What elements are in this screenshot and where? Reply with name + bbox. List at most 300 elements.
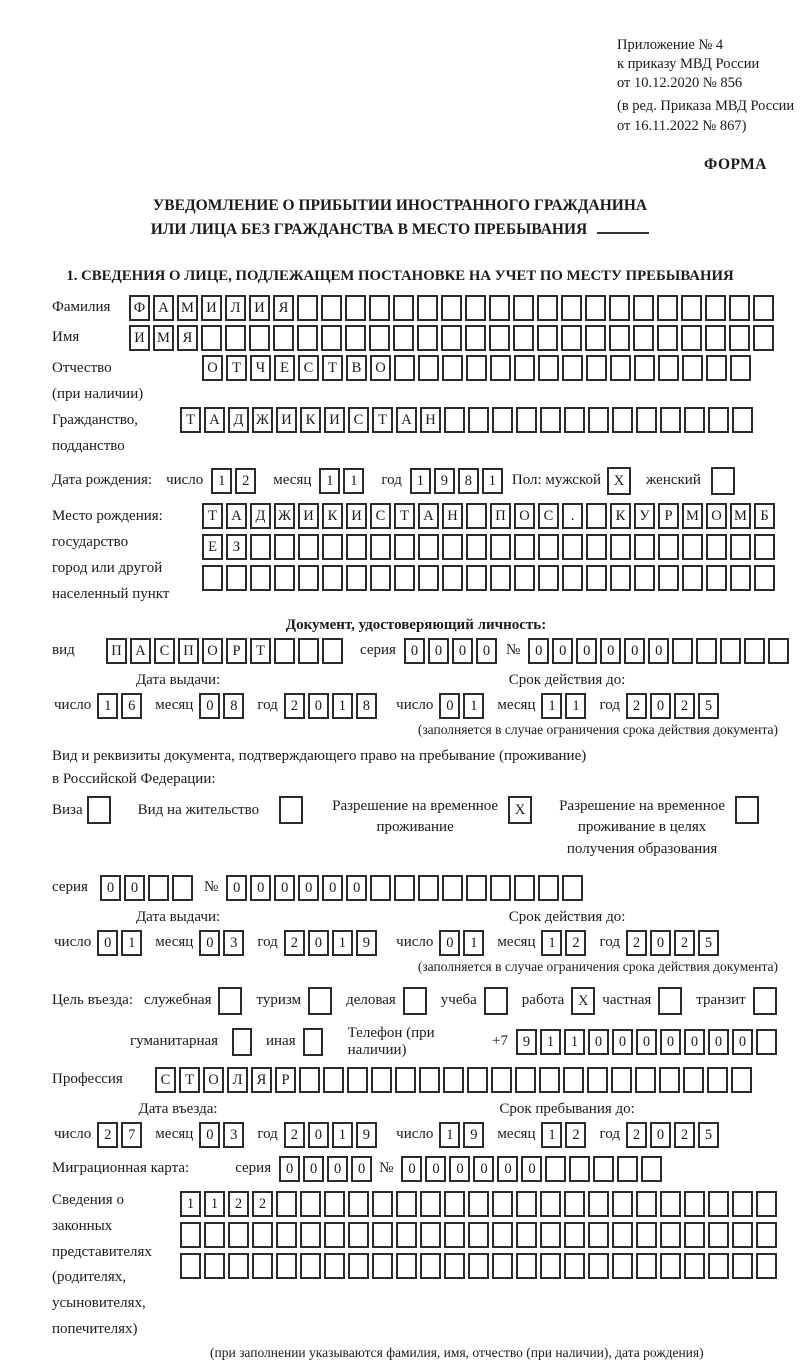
char-cell[interactable] [633, 325, 654, 351]
char-cell[interactable]: 0 [732, 1029, 753, 1055]
res-valid-year-cells[interactable] [626, 930, 722, 956]
char-cell[interactable]: О [706, 503, 727, 529]
citizenship-cells[interactable] [180, 407, 756, 433]
char-cell[interactable] [148, 875, 169, 901]
char-cell[interactable]: 0 [660, 1029, 681, 1055]
char-cell[interactable] [588, 1253, 609, 1279]
char-cell[interactable] [634, 565, 655, 591]
char-cell[interactable] [345, 325, 366, 351]
char-cell[interactable] [491, 1067, 512, 1093]
char-cell[interactable]: 3 [223, 1122, 244, 1148]
doc-valid-day-cells[interactable] [439, 693, 487, 719]
char-cell[interactable]: М [177, 295, 198, 321]
char-cell[interactable]: 0 [439, 930, 460, 956]
char-cell[interactable] [706, 355, 727, 381]
char-cell[interactable] [444, 1191, 465, 1217]
char-cell[interactable]: 0 [308, 1122, 329, 1148]
char-cell[interactable]: 1 [541, 930, 562, 956]
char-cell[interactable] [657, 325, 678, 351]
char-cell[interactable]: 2 [252, 1191, 273, 1217]
char-cell[interactable] [321, 295, 342, 321]
char-cell[interactable] [324, 1253, 345, 1279]
char-cell[interactable] [513, 325, 534, 351]
char-cell[interactable]: 2 [235, 468, 256, 494]
char-cell[interactable] [394, 875, 415, 901]
char-cell[interactable] [348, 1222, 369, 1248]
char-cell[interactable]: 0 [612, 1029, 633, 1055]
purpose-business-checkbox[interactable] [403, 987, 427, 1015]
char-cell[interactable]: 9 [516, 1029, 537, 1055]
char-cell[interactable] [297, 295, 318, 321]
char-cell[interactable] [324, 1191, 345, 1217]
char-cell[interactable] [442, 875, 463, 901]
char-cell[interactable]: 0 [322, 875, 343, 901]
doc-valid-year-cells[interactable] [626, 693, 722, 719]
char-cell[interactable]: 2 [674, 930, 695, 956]
char-cell[interactable] [490, 534, 511, 560]
char-cell[interactable] [441, 295, 462, 321]
char-cell[interactable]: 0 [650, 1122, 671, 1148]
char-cell[interactable] [684, 1191, 705, 1217]
char-cell[interactable] [633, 295, 654, 321]
char-cell[interactable] [228, 1222, 249, 1248]
char-cell[interactable] [681, 325, 702, 351]
char-cell[interactable]: П [106, 638, 127, 664]
char-cell[interactable] [418, 565, 439, 591]
char-cell[interactable] [564, 407, 585, 433]
char-cell[interactable] [562, 565, 583, 591]
entry-month-cells[interactable] [199, 1122, 247, 1148]
char-cell[interactable] [660, 1191, 681, 1217]
char-cell[interactable]: С [154, 638, 175, 664]
char-cell[interactable]: 0 [636, 1029, 657, 1055]
char-cell[interactable]: А [226, 503, 247, 529]
char-cell[interactable]: 0 [473, 1156, 494, 1182]
char-cell[interactable] [201, 325, 222, 351]
char-cell[interactable]: С [370, 503, 391, 529]
patronymic-cells[interactable] [202, 355, 754, 381]
char-cell[interactable]: 9 [434, 468, 455, 494]
residence-permit-checkbox[interactable] [279, 796, 303, 824]
doc-number-cells[interactable] [528, 638, 792, 664]
char-cell[interactable] [585, 295, 606, 321]
char-cell[interactable] [298, 534, 319, 560]
char-cell[interactable]: И [129, 325, 150, 351]
char-cell[interactable] [720, 638, 741, 664]
char-cell[interactable] [490, 875, 511, 901]
char-cell[interactable] [276, 1253, 297, 1279]
profession-cells[interactable] [155, 1067, 755, 1093]
char-cell[interactable] [708, 1191, 729, 1217]
name-cells[interactable] [129, 325, 777, 351]
char-cell[interactable]: 9 [356, 930, 377, 956]
char-cell[interactable]: 0 [298, 875, 319, 901]
char-cell[interactable] [538, 875, 559, 901]
char-cell[interactable] [707, 1067, 728, 1093]
char-cell[interactable] [395, 1067, 416, 1093]
char-cell[interactable]: 2 [626, 693, 647, 719]
char-cell[interactable] [492, 1222, 513, 1248]
char-cell[interactable]: 1 [332, 930, 353, 956]
legal-rep-cells-row2[interactable] [180, 1222, 780, 1248]
char-cell[interactable]: 1 [332, 1122, 353, 1148]
char-cell[interactable]: С [538, 503, 559, 529]
char-cell[interactable] [756, 1029, 777, 1055]
char-cell[interactable]: Л [225, 295, 246, 321]
char-cell[interactable]: 1 [319, 468, 340, 494]
char-cell[interactable]: 1 [211, 468, 232, 494]
char-cell[interactable] [514, 534, 535, 560]
char-cell[interactable] [540, 1222, 561, 1248]
char-cell[interactable] [347, 1067, 368, 1093]
char-cell[interactable] [562, 355, 583, 381]
char-cell[interactable]: 0 [100, 875, 121, 901]
char-cell[interactable] [490, 565, 511, 591]
char-cell[interactable]: . [562, 503, 583, 529]
doc-type-cells[interactable] [106, 638, 346, 664]
char-cell[interactable] [322, 565, 343, 591]
char-cell[interactable]: 0 [279, 1156, 300, 1182]
char-cell[interactable]: 2 [565, 930, 586, 956]
char-cell[interactable] [540, 1191, 561, 1217]
char-cell[interactable] [514, 565, 535, 591]
entry-day-cells[interactable] [97, 1122, 145, 1148]
char-cell[interactable] [682, 534, 703, 560]
purpose-work-checkbox[interactable]: X [571, 987, 595, 1015]
char-cell[interactable] [561, 325, 582, 351]
char-cell[interactable] [420, 1253, 441, 1279]
char-cell[interactable] [731, 1067, 752, 1093]
char-cell[interactable]: П [490, 503, 511, 529]
char-cell[interactable] [545, 1156, 566, 1182]
char-cell[interactable]: 0 [250, 875, 271, 901]
char-cell[interactable]: 5 [698, 1122, 719, 1148]
char-cell[interactable]: А [396, 407, 417, 433]
birth-year-cells[interactable] [410, 468, 506, 494]
char-cell[interactable] [684, 1253, 705, 1279]
char-cell[interactable] [564, 1253, 585, 1279]
char-cell[interactable]: Т [250, 638, 271, 664]
char-cell[interactable]: Ч [250, 355, 271, 381]
char-cell[interactable] [658, 355, 679, 381]
char-cell[interactable]: Б [754, 503, 775, 529]
char-cell[interactable] [419, 1067, 440, 1093]
birth-day-cells[interactable] [211, 468, 259, 494]
char-cell[interactable]: 2 [97, 1122, 118, 1148]
char-cell[interactable] [274, 638, 295, 664]
char-cell[interactable]: О [202, 638, 223, 664]
purpose-study-checkbox[interactable] [484, 987, 508, 1015]
char-cell[interactable] [696, 638, 717, 664]
char-cell[interactable] [610, 534, 631, 560]
char-cell[interactable] [636, 1222, 657, 1248]
char-cell[interactable] [612, 1191, 633, 1217]
char-cell[interactable] [540, 1253, 561, 1279]
char-cell[interactable]: 1 [564, 1029, 585, 1055]
char-cell[interactable]: С [155, 1067, 176, 1093]
char-cell[interactable] [492, 407, 513, 433]
doc-series-cells[interactable] [404, 638, 500, 664]
char-cell[interactable] [756, 1191, 777, 1217]
char-cell[interactable]: Н [442, 503, 463, 529]
char-cell[interactable]: 2 [674, 693, 695, 719]
char-cell[interactable]: 0 [476, 638, 497, 664]
char-cell[interactable] [588, 1222, 609, 1248]
char-cell[interactable]: 1 [463, 693, 484, 719]
char-cell[interactable]: М [153, 325, 174, 351]
char-cell[interactable]: 0 [308, 930, 329, 956]
char-cell[interactable]: 0 [708, 1029, 729, 1055]
char-cell[interactable]: 0 [124, 875, 145, 901]
char-cell[interactable] [324, 1222, 345, 1248]
char-cell[interactable] [610, 565, 631, 591]
char-cell[interactable] [394, 355, 415, 381]
char-cell[interactable]: Т [179, 1067, 200, 1093]
char-cell[interactable]: 0 [648, 638, 669, 664]
char-cell[interactable] [370, 565, 391, 591]
char-cell[interactable]: Е [274, 355, 295, 381]
char-cell[interactable]: 7 [121, 1122, 142, 1148]
char-cell[interactable]: 0 [274, 875, 295, 901]
char-cell[interactable] [516, 1222, 537, 1248]
doc-issue-day-cells[interactable] [97, 693, 145, 719]
char-cell[interactable] [754, 565, 775, 591]
char-cell[interactable] [587, 1067, 608, 1093]
char-cell[interactable]: Е [202, 534, 223, 560]
char-cell[interactable] [672, 638, 693, 664]
char-cell[interactable] [369, 295, 390, 321]
char-cell[interactable] [564, 1222, 585, 1248]
char-cell[interactable] [732, 1222, 753, 1248]
char-cell[interactable] [444, 1222, 465, 1248]
char-cell[interactable]: 1 [541, 1122, 562, 1148]
char-cell[interactable]: Т [202, 503, 223, 529]
char-cell[interactable]: 0 [588, 1029, 609, 1055]
legal-rep-cells-row1[interactable] [180, 1191, 780, 1217]
char-cell[interactable]: 9 [356, 1122, 377, 1148]
char-cell[interactable] [708, 1222, 729, 1248]
char-cell[interactable] [569, 1156, 590, 1182]
char-cell[interactable]: Т [180, 407, 201, 433]
char-cell[interactable]: А [204, 407, 225, 433]
char-cell[interactable]: 0 [650, 930, 671, 956]
char-cell[interactable]: 2 [565, 1122, 586, 1148]
char-cell[interactable]: 0 [439, 693, 460, 719]
char-cell[interactable]: 2 [626, 930, 647, 956]
char-cell[interactable] [490, 355, 511, 381]
char-cell[interactable] [180, 1253, 201, 1279]
char-cell[interactable] [682, 565, 703, 591]
char-cell[interactable] [369, 325, 390, 351]
char-cell[interactable] [515, 1067, 536, 1093]
char-cell[interactable] [588, 1191, 609, 1217]
char-cell[interactable] [273, 325, 294, 351]
char-cell[interactable]: У [634, 503, 655, 529]
char-cell[interactable]: 0 [346, 875, 367, 901]
char-cell[interactable]: 0 [684, 1029, 705, 1055]
char-cell[interactable]: 0 [552, 638, 573, 664]
char-cell[interactable]: 0 [428, 638, 449, 664]
char-cell[interactable] [465, 295, 486, 321]
char-cell[interactable] [322, 638, 343, 664]
char-cell[interactable] [465, 325, 486, 351]
temp-residence-edu-checkbox[interactable] [735, 796, 759, 824]
char-cell[interactable] [396, 1222, 417, 1248]
char-cell[interactable] [754, 534, 775, 560]
char-cell[interactable] [443, 1067, 464, 1093]
char-cell[interactable] [641, 1156, 662, 1182]
char-cell[interactable]: А [418, 503, 439, 529]
char-cell[interactable] [657, 295, 678, 321]
char-cell[interactable]: Т [322, 355, 343, 381]
char-cell[interactable]: 1 [541, 693, 562, 719]
char-cell[interactable] [585, 325, 606, 351]
char-cell[interactable] [636, 407, 657, 433]
char-cell[interactable] [276, 1222, 297, 1248]
char-cell[interactable] [538, 355, 559, 381]
char-cell[interactable] [418, 534, 439, 560]
res-issue-year-cells[interactable] [284, 930, 380, 956]
char-cell[interactable] [274, 534, 295, 560]
char-cell[interactable]: 0 [199, 930, 220, 956]
legal-rep-cells-row3[interactable] [180, 1253, 780, 1279]
char-cell[interactable] [249, 325, 270, 351]
char-cell[interactable]: 0 [624, 638, 645, 664]
char-cell[interactable]: И [201, 295, 222, 321]
char-cell[interactable]: 0 [226, 875, 247, 901]
res-valid-day-cells[interactable] [439, 930, 487, 956]
char-cell[interactable] [516, 407, 537, 433]
char-cell[interactable]: 1 [204, 1191, 225, 1217]
doc-valid-month-cells[interactable] [541, 693, 589, 719]
char-cell[interactable]: 1 [180, 1191, 201, 1217]
char-cell[interactable] [321, 325, 342, 351]
char-cell[interactable] [442, 565, 463, 591]
char-cell[interactable] [634, 355, 655, 381]
char-cell[interactable]: 2 [626, 1122, 647, 1148]
char-cell[interactable]: 1 [410, 468, 431, 494]
char-cell[interactable] [466, 534, 487, 560]
birth-place-cells-row3[interactable] [202, 565, 778, 591]
char-cell[interactable] [730, 355, 751, 381]
char-cell[interactable]: 2 [284, 1122, 305, 1148]
char-cell[interactable] [539, 1067, 560, 1093]
char-cell[interactable] [756, 1222, 777, 1248]
char-cell[interactable]: М [730, 503, 751, 529]
char-cell[interactable] [586, 503, 607, 529]
char-cell[interactable]: И [249, 295, 270, 321]
char-cell[interactable] [370, 875, 391, 901]
entry-year-cells[interactable] [284, 1122, 380, 1148]
char-cell[interactable]: К [300, 407, 321, 433]
res-issue-day-cells[interactable] [97, 930, 145, 956]
char-cell[interactable]: Р [226, 638, 247, 664]
char-cell[interactable]: Ж [274, 503, 295, 529]
char-cell[interactable]: Я [177, 325, 198, 351]
char-cell[interactable]: 8 [356, 693, 377, 719]
char-cell[interactable]: И [298, 503, 319, 529]
res-issue-month-cells[interactable] [199, 930, 247, 956]
char-cell[interactable] [563, 1067, 584, 1093]
char-cell[interactable]: 0 [308, 693, 329, 719]
char-cell[interactable]: 1 [97, 693, 118, 719]
char-cell[interactable] [442, 355, 463, 381]
birth-place-cells-row1[interactable] [202, 503, 778, 529]
char-cell[interactable]: 2 [674, 1122, 695, 1148]
char-cell[interactable]: 1 [121, 930, 142, 956]
char-cell[interactable]: 1 [540, 1029, 561, 1055]
char-cell[interactable]: Л [227, 1067, 248, 1093]
purpose-private-checkbox[interactable] [658, 987, 682, 1015]
char-cell[interactable] [394, 534, 415, 560]
char-cell[interactable]: 1 [343, 468, 364, 494]
char-cell[interactable] [516, 1191, 537, 1217]
char-cell[interactable]: П [178, 638, 199, 664]
char-cell[interactable] [564, 1191, 585, 1217]
char-cell[interactable]: 2 [284, 693, 305, 719]
char-cell[interactable]: К [610, 503, 631, 529]
char-cell[interactable]: 2 [284, 930, 305, 956]
char-cell[interactable]: 0 [576, 638, 597, 664]
char-cell[interactable] [252, 1222, 273, 1248]
char-cell[interactable] [300, 1222, 321, 1248]
char-cell[interactable] [418, 355, 439, 381]
char-cell[interactable] [729, 295, 750, 321]
stay-month-cells[interactable] [541, 1122, 589, 1148]
char-cell[interactable] [468, 1191, 489, 1217]
char-cell[interactable] [345, 295, 366, 321]
char-cell[interactable]: И [324, 407, 345, 433]
char-cell[interactable] [562, 875, 583, 901]
char-cell[interactable] [492, 1191, 513, 1217]
char-cell[interactable]: 1 [463, 930, 484, 956]
char-cell[interactable]: 0 [401, 1156, 422, 1182]
char-cell[interactable]: Т [394, 503, 415, 529]
char-cell[interactable] [635, 1067, 656, 1093]
char-cell[interactable]: 1 [332, 693, 353, 719]
char-cell[interactable]: И [276, 407, 297, 433]
char-cell[interactable]: 0 [199, 1122, 220, 1148]
char-cell[interactable]: 3 [223, 930, 244, 956]
char-cell[interactable] [636, 1191, 657, 1217]
char-cell[interactable] [612, 1222, 633, 1248]
char-cell[interactable] [538, 534, 559, 560]
char-cell[interactable] [744, 638, 765, 664]
res-series-cells[interactable] [100, 875, 196, 901]
res-valid-month-cells[interactable] [541, 930, 589, 956]
char-cell[interactable]: Р [275, 1067, 296, 1093]
char-cell[interactable] [756, 1253, 777, 1279]
char-cell[interactable] [514, 355, 535, 381]
char-cell[interactable] [226, 565, 247, 591]
res-number-cells[interactable] [226, 875, 586, 901]
purpose-humanitarian-checkbox[interactable] [232, 1028, 252, 1056]
char-cell[interactable] [609, 325, 630, 351]
char-cell[interactable] [298, 565, 319, 591]
char-cell[interactable] [586, 355, 607, 381]
char-cell[interactable] [730, 565, 751, 591]
char-cell[interactable]: 0 [521, 1156, 542, 1182]
char-cell[interactable] [204, 1222, 225, 1248]
char-cell[interactable]: С [298, 355, 319, 381]
char-cell[interactable]: 9 [463, 1122, 484, 1148]
char-cell[interactable] [393, 325, 414, 351]
char-cell[interactable] [396, 1253, 417, 1279]
char-cell[interactable]: 6 [121, 693, 142, 719]
char-cell[interactable] [659, 1067, 680, 1093]
char-cell[interactable] [444, 1253, 465, 1279]
char-cell[interactable] [323, 1067, 344, 1093]
